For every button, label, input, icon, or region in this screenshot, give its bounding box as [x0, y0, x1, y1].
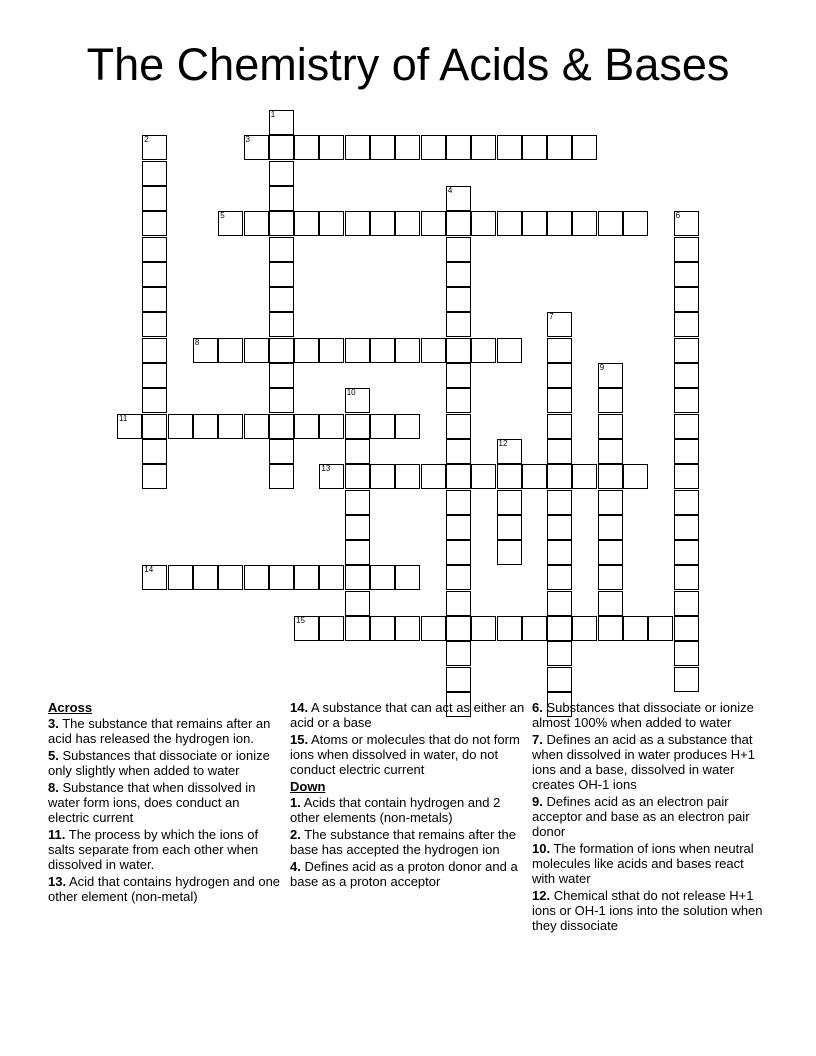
- grid-cell[interactable]: [269, 211, 294, 236]
- grid-cell[interactable]: [522, 135, 547, 160]
- grid-cell[interactable]: [674, 439, 699, 464]
- grid-cell[interactable]: [598, 464, 623, 489]
- grid-cell[interactable]: [471, 338, 496, 363]
- grid-cell[interactable]: [345, 135, 370, 160]
- grid-cell[interactable]: [395, 565, 420, 590]
- grid-cell[interactable]: [269, 287, 294, 312]
- grid-cell[interactable]: [598, 490, 623, 515]
- grid-cell[interactable]: [674, 414, 699, 439]
- grid-cell[interactable]: [269, 363, 294, 388]
- grid-cell[interactable]: [319, 616, 344, 641]
- grid-cell[interactable]: [319, 414, 344, 439]
- grid-cell[interactable]: [674, 565, 699, 590]
- grid-cell[interactable]: [674, 338, 699, 363]
- grid-cell[interactable]: [547, 616, 572, 641]
- clue-number: 1: [270, 110, 276, 119]
- grid-cell[interactable]: [522, 616, 547, 641]
- grid-cell[interactable]: [547, 641, 572, 666]
- grid-cell[interactable]: [446, 414, 471, 439]
- grid-cell[interactable]: [471, 135, 496, 160]
- clue-number: 6: [675, 211, 681, 221]
- grid-cell[interactable]: [142, 464, 167, 489]
- grid-cell[interactable]: [446, 540, 471, 565]
- grid-cell[interactable]: [345, 565, 370, 590]
- grid-cell[interactable]: [446, 616, 471, 641]
- grid-cell[interactable]: [674, 312, 699, 337]
- grid-cell[interactable]: [345, 414, 370, 439]
- grid-cell[interactable]: [572, 135, 597, 160]
- grid-cell[interactable]: [623, 616, 648, 641]
- grid-cell[interactable]: [572, 464, 597, 489]
- grid-cell[interactable]: [193, 414, 218, 439]
- grid-cell[interactable]: [446, 641, 471, 666]
- grid-cell[interactable]: [547, 338, 572, 363]
- grid-cell[interactable]: [446, 312, 471, 337]
- clue-number: 2: [144, 135, 149, 145]
- grid-cell[interactable]: [522, 211, 547, 236]
- grid-cell[interactable]: [598, 439, 623, 464]
- clue-down-9: 9. Defines acid as an electron pair acceptor and base as an electron pair donor: [532, 794, 750, 839]
- grid-cell[interactable]: [547, 565, 572, 590]
- grid-cell[interactable]: [395, 414, 420, 439]
- grid-cell[interactable]: [345, 490, 370, 515]
- grid-cell[interactable]: [269, 312, 294, 337]
- grid-cell[interactable]: [294, 616, 319, 641]
- grid-cell[interactable]: [446, 439, 471, 464]
- grid-cell[interactable]: [446, 237, 471, 262]
- grid-cell[interactable]: [142, 211, 167, 236]
- grid-cell[interactable]: [547, 464, 572, 489]
- grid-cell[interactable]: [674, 641, 699, 666]
- clue-down-4: 4. Defines acid as a proton donor and a base as a proton acceptor: [290, 859, 518, 889]
- grid-cell[interactable]: [572, 211, 597, 236]
- grid-cell[interactable]: [446, 490, 471, 515]
- grid-cell[interactable]: [547, 211, 572, 236]
- grid-cell[interactable]: [471, 616, 496, 641]
- clue-number: 7: [549, 312, 554, 322]
- grid-cell[interactable]: [547, 439, 572, 464]
- grid-cell[interactable]: [142, 565, 167, 590]
- clues-column-1: [48, 700, 283, 906]
- grid-cell[interactable]: [218, 338, 243, 363]
- clue-down-7: 7. Defines an acid as a substance that when dissolved in water produces H+1 ions and a base, dissolved in water creates OH-1 ions: [532, 732, 755, 792]
- clue-number: 13: [321, 464, 331, 474]
- grid-cell[interactable]: [395, 338, 420, 363]
- grid-cell[interactable]: [269, 338, 294, 363]
- grid-cell[interactable]: [674, 667, 699, 692]
- grid-cell[interactable]: [142, 135, 167, 160]
- grid-cell[interactable]: [446, 135, 471, 160]
- grid-cell[interactable]: [446, 287, 471, 312]
- grid-cell[interactable]: [244, 135, 269, 160]
- grid-cell[interactable]: [674, 515, 699, 540]
- clue-across-15: 15. Atoms or molecules that do not form ions when dissolved in water, do not conduct electric current: [290, 732, 520, 777]
- grid-cell[interactable]: [497, 616, 522, 641]
- clue-down-1: 1. Acids that contain hydrogen and 2 other elements (non-metals): [290, 795, 501, 825]
- grid-cell[interactable]: [547, 363, 572, 388]
- grid-cell[interactable]: [547, 388, 572, 413]
- grid-cell[interactable]: [547, 667, 572, 692]
- grid-cell[interactable]: [598, 540, 623, 565]
- clue-down-2: 2. The substance that remains after the base has accepted the hydrogen ion: [290, 827, 516, 857]
- grid-cell[interactable]: [370, 414, 395, 439]
- page-title: The Chemistry of Acids & Bases: [86, 39, 730, 90]
- grid-cell[interactable]: [674, 388, 699, 413]
- grid-cell[interactable]: [370, 135, 395, 160]
- grid-cell[interactable]: [446, 591, 471, 616]
- grid-cell[interactable]: [168, 414, 193, 439]
- grid-cell[interactable]: [345, 540, 370, 565]
- clue-number: 9: [599, 363, 605, 372]
- grid-cell[interactable]: [547, 591, 572, 616]
- grid-cell[interactable]: [294, 565, 319, 590]
- grid-cell[interactable]: [294, 211, 319, 236]
- grid-cell[interactable]: [674, 287, 699, 312]
- grid-cell[interactable]: [218, 414, 243, 439]
- grid-cell[interactable]: [395, 616, 420, 641]
- grid-cell[interactable]: [497, 135, 522, 160]
- clue-number: 12: [498, 438, 508, 448]
- grid-cell[interactable]: [269, 237, 294, 262]
- grid-cell[interactable]: [269, 565, 294, 590]
- grid-cell[interactable]: [446, 211, 471, 236]
- clue-number: 5: [220, 211, 225, 221]
- grid-cell[interactable]: [598, 388, 623, 413]
- clue-across-8: 8. Substance that when dissolved in water form ions, does conduct an electric current: [48, 780, 256, 825]
- grid-cell[interactable]: [244, 338, 269, 363]
- grid-cell[interactable]: [244, 565, 269, 590]
- grid-cell[interactable]: [471, 211, 496, 236]
- grid-cell[interactable]: [623, 211, 648, 236]
- grid-cell[interactable]: [598, 565, 623, 590]
- grid-cell[interactable]: [269, 110, 294, 135]
- grid-cell[interactable]: [446, 388, 471, 413]
- grid-cell[interactable]: [421, 338, 446, 363]
- grid-cell[interactable]: [370, 616, 395, 641]
- clue-across-13: 13. Acid that contains hydrogen and one other element (non-metal): [48, 874, 281, 904]
- grid-cell[interactable]: [370, 338, 395, 363]
- grid-cell[interactable]: [497, 515, 522, 540]
- grid-cell[interactable]: [674, 616, 699, 641]
- grid-cell[interactable]: [446, 515, 471, 540]
- grid-cell[interactable]: [370, 464, 395, 489]
- clues-column-3: [532, 700, 767, 935]
- grid-cell[interactable]: [674, 237, 699, 262]
- grid-cell[interactable]: [269, 186, 294, 211]
- grid-cell[interactable]: [294, 135, 319, 160]
- grid-cell[interactable]: [269, 262, 294, 287]
- across-heading: Across: [48, 700, 93, 715]
- grid-cell[interactable]: [319, 338, 344, 363]
- clue-across-5: 5. Substances that dissociate or ionize only slightly when added to water: [48, 748, 270, 778]
- grid-cell[interactable]: [142, 312, 167, 337]
- grid-cell[interactable]: [421, 616, 446, 641]
- grid-cell[interactable]: [193, 565, 218, 590]
- grid-cell[interactable]: [142, 186, 167, 211]
- grid-cell[interactable]: [345, 439, 370, 464]
- grid-cell[interactable]: [674, 490, 699, 515]
- grid-cell[interactable]: [269, 464, 294, 489]
- grid-cell[interactable]: [421, 135, 446, 160]
- grid-cell[interactable]: [142, 161, 167, 186]
- clue-number: 4: [447, 185, 453, 195]
- grid-cell[interactable]: [345, 591, 370, 616]
- grid-cell[interactable]: [497, 211, 522, 236]
- grid-cell[interactable]: [547, 135, 572, 160]
- grid-cell[interactable]: [446, 667, 471, 692]
- grid-cell[interactable]: [547, 540, 572, 565]
- grid-cell[interactable]: [598, 515, 623, 540]
- grid-cell[interactable]: [497, 338, 522, 363]
- grid-cell[interactable]: [319, 211, 344, 236]
- grid-cell[interactable]: [244, 414, 269, 439]
- grid-cell[interactable]: [142, 439, 167, 464]
- grid-cell[interactable]: [497, 540, 522, 565]
- grid-cell[interactable]: [522, 464, 547, 489]
- grid-cell[interactable]: [446, 464, 471, 489]
- grid-cell[interactable]: [142, 414, 167, 439]
- grid-cell[interactable]: [370, 565, 395, 590]
- grid-cell[interactable]: [674, 262, 699, 287]
- grid-cell[interactable]: [345, 211, 370, 236]
- clues-column-2: [290, 700, 525, 891]
- grid-cell[interactable]: [446, 363, 471, 388]
- grid-cell[interactable]: [142, 338, 167, 363]
- grid-cell[interactable]: [269, 439, 294, 464]
- grid-cell[interactable]: [471, 464, 496, 489]
- grid-cell[interactable]: [370, 211, 395, 236]
- grid-cell[interactable]: [598, 414, 623, 439]
- grid-cell[interactable]: [142, 388, 167, 413]
- grid-cell[interactable]: [193, 338, 218, 363]
- grid-cell[interactable]: [142, 237, 167, 262]
- grid-cell[interactable]: [142, 287, 167, 312]
- grid-cell[interactable]: [218, 565, 243, 590]
- grid-cell[interactable]: [269, 414, 294, 439]
- clue-down-10: 10. The formation of ions when neutral molecules like acids and bases react with water: [532, 841, 754, 886]
- grid-cell[interactable]: [497, 490, 522, 515]
- grid-cell[interactable]: [674, 211, 699, 236]
- clue-number: 15: [296, 616, 305, 625]
- grid-cell[interactable]: [598, 616, 623, 641]
- grid-cell[interactable]: [345, 464, 370, 489]
- grid-cell[interactable]: [319, 135, 344, 160]
- grid-cell[interactable]: [421, 464, 446, 489]
- grid-cell[interactable]: [168, 565, 193, 590]
- grid-cell[interactable]: [497, 439, 522, 464]
- grid-cell[interactable]: [446, 186, 471, 211]
- clue-across-3: 3. The substance that remains after an acid has released the hydrogen ion.: [48, 716, 271, 746]
- clue-down-12: 12. Chemical sthat do not release H+1 ions or OH-1 ions into the solution when they dissociate: [532, 888, 763, 933]
- grid-cell[interactable]: [294, 414, 319, 439]
- grid-cell[interactable]: [142, 363, 167, 388]
- grid-cell[interactable]: [345, 388, 370, 413]
- grid-cell[interactable]: [446, 565, 471, 590]
- down-heading: Down: [290, 779, 326, 794]
- clue-number: 10: [346, 388, 356, 398]
- grid-cell[interactable]: [117, 414, 142, 439]
- grid-cell[interactable]: [345, 338, 370, 363]
- grid-cell[interactable]: [547, 312, 572, 337]
- grid-cell[interactable]: [623, 464, 648, 489]
- grid-cell[interactable]: [547, 490, 572, 515]
- grid-cell[interactable]: [674, 591, 699, 616]
- grid-cell[interactable]: [269, 388, 294, 413]
- grid-cell[interactable]: [446, 338, 471, 363]
- grid-cell[interactable]: [497, 464, 522, 489]
- grid-cell[interactable]: [598, 363, 623, 388]
- grid-cell[interactable]: [294, 338, 319, 363]
- grid-cell[interactable]: [395, 464, 420, 489]
- clue-across-14: 14. A substance that can act as either an acid or a base: [290, 700, 525, 730]
- grid-cell[interactable]: [395, 135, 420, 160]
- grid-cell[interactable]: [674, 464, 699, 489]
- grid-cell[interactable]: [648, 616, 673, 641]
- clue-down-6: 6. Substances that dissociate or ionize almost 100% when added to water: [532, 700, 754, 730]
- grid-cell[interactable]: [345, 515, 370, 540]
- grid-cell[interactable]: [269, 135, 294, 160]
- grid-cell[interactable]: [319, 464, 344, 489]
- grid-cell[interactable]: [446, 262, 471, 287]
- grid-cell[interactable]: [421, 211, 446, 236]
- grid-cell[interactable]: [269, 161, 294, 186]
- grid-cell[interactable]: [598, 591, 623, 616]
- grid-cell[interactable]: [218, 211, 243, 236]
- grid-cell[interactable]: [547, 515, 572, 540]
- grid-cell[interactable]: [395, 211, 420, 236]
- grid-cell[interactable]: [142, 262, 167, 287]
- grid-cell[interactable]: [345, 616, 370, 641]
- clue-number: 14: [144, 565, 154, 575]
- grid-cell[interactable]: [547, 414, 572, 439]
- grid-cell[interactable]: [674, 540, 699, 565]
- clue-number: 8: [194, 337, 200, 347]
- clue-number: 11: [119, 413, 128, 423]
- grid-cell[interactable]: [598, 211, 623, 236]
- grid-cell[interactable]: [674, 363, 699, 388]
- grid-cell[interactable]: [572, 616, 597, 641]
- clue-number: 3: [245, 135, 250, 145]
- grid-cell[interactable]: [244, 211, 269, 236]
- clue-across-11: 11. The process by which the ions of salts separate from each other when dissolved in water.: [48, 827, 259, 872]
- grid-cell[interactable]: [319, 565, 344, 590]
